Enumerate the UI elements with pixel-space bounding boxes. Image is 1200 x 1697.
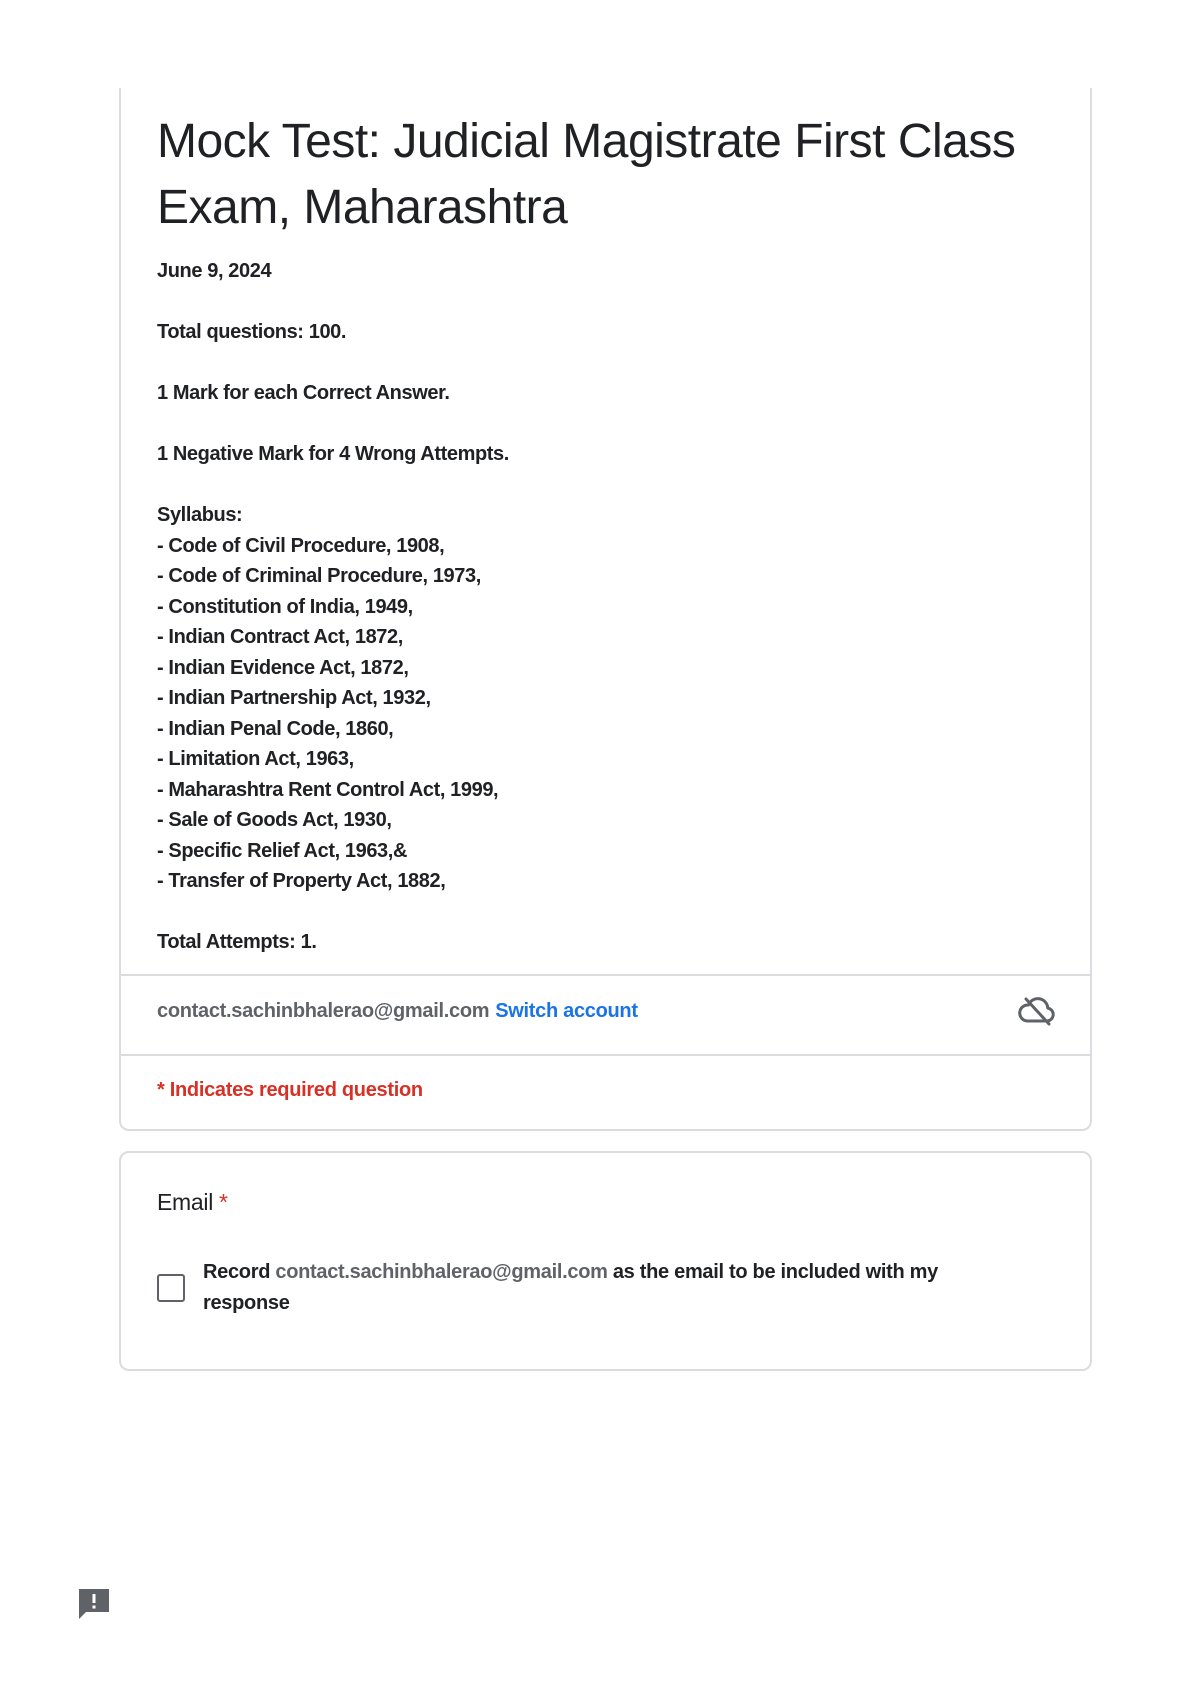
- total-questions: Total questions: 100.: [157, 321, 347, 343]
- syllabus-item: - Transfer of Property Act, 1882,: [157, 870, 446, 892]
- syllabus-item: - Indian Contract Act, 1872,: [157, 626, 403, 648]
- record-email-checkbox[interactable]: [157, 1274, 185, 1302]
- divider: [121, 1054, 1090, 1056]
- marking-scheme: 1 Mark for each Correct Answer.: [157, 382, 450, 404]
- syllabus-item: - Code of Civil Procedure, 1908,: [157, 534, 445, 557]
- required-note: * Indicates required question: [157, 1079, 423, 1101]
- syllabus-item: - Code of Criminal Procedure, 1973,: [157, 565, 481, 587]
- form-date: June 9, 2024: [157, 260, 272, 282]
- email-question-card: [119, 1151, 1092, 1371]
- syllabus-item: - Specific Relief Act, 1963,&: [157, 839, 407, 862]
- syllabus-list: [157, 531, 1037, 897]
- account-email: contact.sachinbhalerao@gmail.com: [157, 1000, 490, 1022]
- record-email: contact.sachinbhalerao@gmail.com: [275, 1261, 608, 1283]
- record-prefix: Record: [203, 1261, 271, 1283]
- syllabus-item: - Constitution of India, 1949,: [157, 595, 413, 618]
- total-attempts: Total Attempts: 1.: [157, 931, 317, 953]
- form-header-card: [119, 88, 1092, 1131]
- required-asterisk: *: [219, 1189, 228, 1215]
- syllabus-item: - Indian Evidence Act, 1872,: [157, 656, 409, 679]
- syllabus-item: - Sale of Goods Act, 1930,: [157, 809, 392, 831]
- cloud-off-icon: [1018, 994, 1056, 1028]
- question-label: Email: [157, 1189, 214, 1215]
- account-row: [157, 996, 638, 1026]
- form-title: Mock Test: Judicial Magistrate First Class Exam, Maharashtra: [157, 115, 1016, 234]
- negative-marking: 1 Negative Mark for 4 Wrong Attempts.: [157, 443, 509, 465]
- syllabus-item: - Maharashtra Rent Control Act, 1999,: [157, 778, 499, 801]
- divider: [121, 974, 1090, 976]
- record-suffix: as the email to be included with my response: [203, 1261, 938, 1314]
- form-description: [157, 256, 1037, 958]
- question-title: [157, 1185, 228, 1219]
- syllabus-heading: Syllabus:: [157, 504, 243, 526]
- syllabus-item: - Indian Penal Code, 1860,: [157, 717, 394, 740]
- syllabus-item: - Indian Partnership Act, 1932,: [157, 687, 431, 709]
- syllabus-item: - Limitation Act, 1963,: [157, 748, 354, 770]
- feedback-icon[interactable]: [76, 1586, 112, 1622]
- record-email-label[interactable]: [203, 1257, 1023, 1318]
- switch-account-link[interactable]: Switch account: [495, 1000, 638, 1022]
